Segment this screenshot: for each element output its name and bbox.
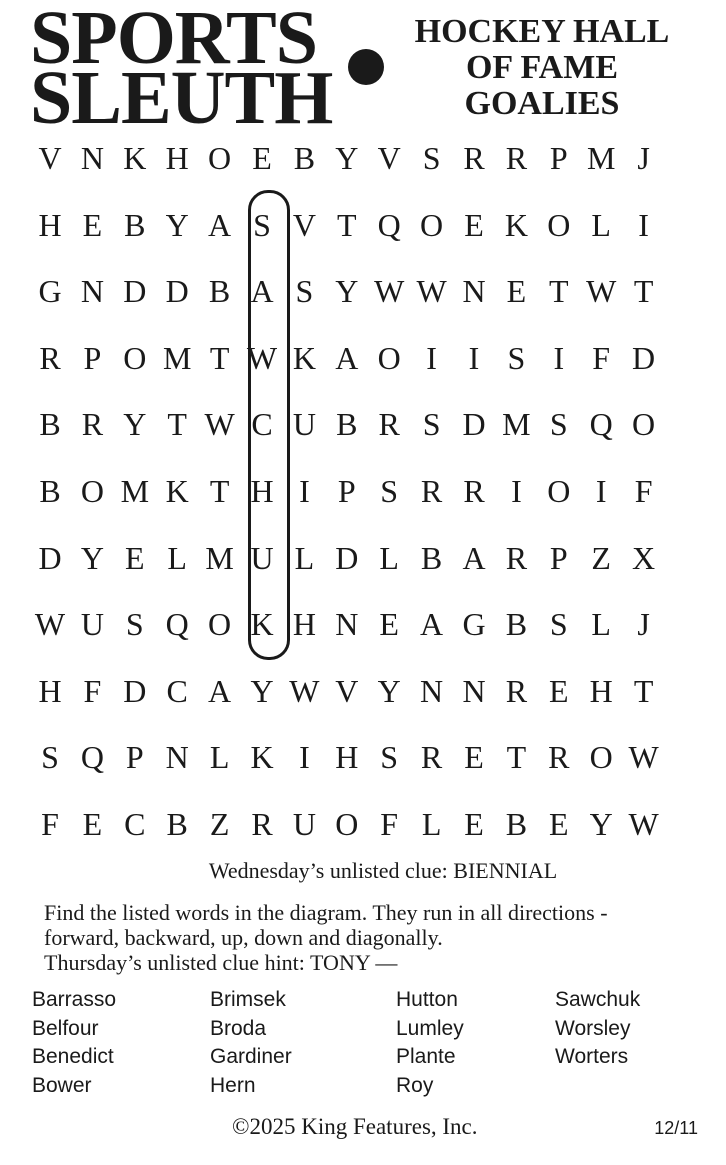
bullet-dot-icon — [348, 49, 384, 85]
grid-letter: I — [299, 739, 310, 776]
grid-letter: N — [80, 140, 104, 176]
grid-letter: A — [208, 672, 232, 709]
grid-letter: T — [337, 206, 357, 243]
grid-letter: Y — [589, 806, 613, 842]
grid-letter: L — [294, 539, 315, 576]
grid-letter: T — [209, 339, 230, 376]
word-list-item: Bower — [32, 1073, 92, 1097]
grid-letter: E — [464, 206, 484, 243]
grid-letter: S — [422, 406, 441, 443]
title-line-2: OF FAME — [465, 49, 619, 86]
grid-letter: V — [335, 672, 359, 709]
grid-letter: F — [634, 473, 653, 509]
grid-letter: U — [292, 806, 316, 842]
grid-letter: T — [506, 739, 527, 776]
grid-letter: Y — [335, 140, 359, 176]
grid-letter: O — [547, 206, 571, 243]
grid-letter: R — [505, 672, 528, 709]
grid-letter: W — [628, 806, 659, 842]
grid-letter: A — [335, 339, 359, 376]
grid-letter: I — [595, 473, 607, 509]
grid-letter: I — [468, 339, 480, 376]
grid-letter: L — [421, 806, 442, 842]
grid-letter: I — [638, 206, 649, 243]
instructions-line-1: Find the listed words in the diagram. They run in all directions - — [44, 900, 608, 925]
word-list-item: Brimsek — [210, 988, 286, 1011]
grid-letter: B — [39, 473, 61, 509]
grid-letter: L — [209, 739, 230, 776]
grid-letter: K — [250, 739, 274, 776]
grid-letter: W — [586, 273, 617, 310]
grid-letter: J — [637, 606, 650, 643]
grid-letter: Z — [591, 539, 611, 576]
grid-letter: S — [422, 140, 441, 176]
grid-letter: L — [591, 606, 611, 643]
grid-letter: W — [246, 339, 278, 376]
grid-letter: G — [462, 606, 486, 643]
grid-letter: E — [549, 806, 569, 842]
grid-letter: D — [123, 672, 147, 709]
grid-letter: B — [166, 806, 188, 842]
grid-letter: Z — [209, 806, 230, 842]
grid-letter: L — [591, 206, 611, 243]
grid-letter: A — [250, 273, 274, 310]
grid-letter: B — [505, 606, 528, 643]
grid-letter: T — [209, 473, 230, 509]
grid-letter: O — [632, 406, 656, 443]
grid-letter: Y — [377, 672, 401, 709]
grid-letter: R — [463, 473, 485, 509]
grid-letter: A — [462, 539, 486, 576]
grid-letter: D — [632, 339, 656, 376]
grid-letter: R — [548, 739, 570, 776]
grid-letter: R — [420, 739, 443, 776]
word-list-column-4 — [555, 986, 640, 1072]
grid-letter: E — [252, 140, 272, 176]
grid-letter: I — [553, 339, 565, 376]
grid-letter: E — [464, 806, 484, 842]
word-list-column-2 — [210, 986, 292, 1100]
word-list-item: Hern — [210, 1073, 256, 1097]
grid-letter: M — [120, 473, 150, 509]
grid-letter: R — [420, 473, 443, 509]
grid-letter: W — [374, 273, 405, 310]
grid-letter: S — [125, 606, 144, 643]
puzzle-title — [396, 14, 688, 122]
grid-letter: Q — [377, 206, 401, 243]
instructions — [44, 900, 694, 975]
word-list-item: Worsley — [555, 1016, 631, 1040]
grid-letter: B — [39, 406, 61, 443]
grid-letter: O — [377, 339, 401, 376]
grid-letter: I — [511, 473, 522, 509]
grid-letter: Y — [80, 539, 104, 576]
grid-letter: D — [462, 406, 486, 443]
grid-letter: P — [549, 539, 568, 576]
logo-line-2: SLEUTH — [30, 56, 333, 140]
grid-letter: Q — [80, 739, 104, 776]
grid-letter: W — [289, 672, 320, 709]
grid-letter: F — [83, 672, 102, 709]
word-list-column-3 — [396, 986, 464, 1100]
grid-letter: B — [208, 273, 231, 310]
grid-letter: B — [505, 806, 528, 842]
grid-letter: M — [586, 140, 616, 176]
grid-letter: Y — [165, 206, 189, 243]
word-list-item: Gardiner — [210, 1045, 292, 1068]
grid-letter: D — [335, 539, 359, 576]
grid-letter: S — [295, 273, 314, 310]
grid-letter: B — [124, 206, 146, 243]
word-list-item: Barrasso — [32, 988, 117, 1011]
grid-letter: F — [592, 339, 611, 376]
grid-letter: H — [38, 672, 62, 709]
grid-letter: D — [123, 273, 147, 310]
grid-letter: D — [38, 539, 62, 576]
grid-letter: Y — [250, 672, 274, 709]
grid-letter: O — [589, 739, 613, 776]
grid-letter: N — [462, 273, 486, 310]
grid-letter: E — [506, 273, 527, 310]
grid-letter: S — [507, 339, 526, 376]
grid-letter: C — [124, 806, 146, 842]
grid-letter: H — [38, 206, 62, 243]
grid-letter: S — [549, 606, 568, 643]
grid-letter: S — [380, 739, 399, 776]
grid-letter: D — [165, 273, 189, 310]
grid-letter: W — [34, 606, 66, 643]
title-line-3: GOALIES — [464, 85, 620, 122]
grid-letter: T — [633, 672, 654, 709]
grid-letter: O — [547, 473, 571, 509]
grid-letter: U — [250, 539, 274, 576]
grid-letter: Y — [123, 406, 147, 443]
grid-letter: L — [379, 539, 399, 576]
grid-letter: R — [463, 140, 485, 176]
grid-letter: F — [41, 806, 59, 842]
grid-letter: T — [633, 273, 654, 310]
grid-letter: H — [165, 140, 189, 176]
grid-letter: P — [125, 739, 144, 776]
grid-letter: A — [208, 206, 232, 243]
logo-line-1: SPORTS — [30, 0, 317, 80]
word-list-item: Worters — [555, 1045, 629, 1068]
grid-letter: N — [80, 273, 104, 310]
grid-letter: M — [162, 339, 192, 376]
grid-letter: E — [549, 672, 569, 709]
grid-letter: K — [250, 606, 274, 643]
grid-letter: V — [292, 206, 316, 243]
grid-letter: X — [632, 539, 656, 576]
word-list-item: Benedict — [32, 1045, 114, 1068]
grid-letter: B — [293, 140, 316, 176]
grid-letter: E — [125, 539, 145, 576]
grid-letter: N — [420, 672, 444, 709]
grid-letter: R — [39, 339, 61, 376]
grid-letter: H — [250, 473, 274, 509]
grid-letter: R — [505, 140, 528, 176]
grid-letter: A — [420, 606, 444, 643]
grid-letter: Q — [589, 406, 613, 443]
grid-letter: E — [379, 606, 399, 643]
word-list-item: Broda — [210, 1016, 267, 1040]
grid-letter: G — [38, 273, 62, 310]
grid-letter: O — [208, 140, 232, 176]
grid-letter: O — [80, 473, 104, 509]
grid-letter: I — [426, 339, 437, 376]
grid-letter: C — [166, 672, 188, 709]
copyright: ©2025 King Features, Inc. — [232, 1114, 478, 1139]
grid-letter: S — [549, 406, 568, 443]
grid-letter: N — [462, 672, 486, 709]
grid-letter: W — [204, 406, 235, 443]
grid-letter: V — [377, 140, 401, 176]
grid-letter: H — [589, 672, 613, 709]
grid-letter: O — [123, 339, 147, 376]
grid-letter: R — [251, 806, 273, 842]
grid-letter: W — [416, 273, 447, 310]
grid-letter: O — [208, 606, 232, 643]
grid-letter: I — [299, 473, 310, 509]
grid-letter: N — [335, 606, 359, 643]
grid-letter: K — [123, 140, 147, 176]
grid-letter: N — [165, 739, 189, 776]
grid-letter: L — [167, 539, 187, 576]
grid-letter: O — [335, 806, 359, 842]
grid-letter: B — [336, 406, 358, 443]
word-list-item: Roy — [396, 1073, 434, 1097]
grid-letter: S — [253, 206, 271, 243]
unlisted-clue: Wednesday’s unlisted clue: BIENNIAL — [208, 858, 558, 883]
grid-letter: U — [80, 606, 104, 643]
grid-letter: J — [637, 140, 650, 176]
grid-letter: C — [251, 406, 273, 443]
grid-letter: M — [205, 539, 234, 576]
grid-letter: T — [167, 406, 187, 443]
grid-letter: V — [38, 140, 62, 176]
grid-letter: B — [420, 539, 443, 576]
grid-letter: P — [549, 140, 568, 176]
grid-letter: R — [505, 539, 528, 576]
grid-letter: Y — [335, 273, 359, 310]
word-list-item: Sawchuk — [555, 988, 641, 1011]
word-list-item: Lumley — [396, 1016, 464, 1040]
grid-letter: K — [504, 206, 528, 243]
grid-letter: P — [83, 339, 102, 376]
grid-letter: H — [292, 606, 316, 643]
grid-letter: W — [628, 739, 659, 776]
grid-letter: K — [292, 339, 316, 376]
puzzle-date: 12/11 — [654, 1118, 698, 1138]
grid-letter: R — [81, 406, 104, 443]
grid-letter: E — [82, 806, 103, 842]
grid-letter: U — [292, 406, 316, 443]
instructions-line-2: forward, backward, up, down and diagonally. — [44, 925, 443, 950]
word-list-item: Hutton — [396, 988, 458, 1011]
grid-letter: E — [82, 206, 103, 243]
grid-letter: S — [41, 739, 59, 776]
sports-sleuth-logo — [30, 0, 333, 140]
grid-letter: E — [464, 739, 484, 776]
instructions-line-3: Thursday’s unlisted clue hint: TONY — — [44, 950, 398, 975]
grid-letter: R — [378, 406, 400, 443]
grid-letter: T — [549, 273, 569, 310]
grid-letter: M — [502, 406, 531, 443]
grid-letter: O — [420, 206, 444, 243]
word-list-item: Plante — [396, 1045, 456, 1068]
grid-letter: P — [337, 473, 356, 509]
grid-letter: S — [380, 473, 399, 509]
grid-letter: Q — [165, 606, 189, 643]
title-line-1: HOCKEY HALL — [414, 13, 670, 50]
grid-letter: K — [165, 473, 189, 509]
grid-letter: F — [380, 806, 399, 842]
word-list-item: Belfour — [32, 1016, 99, 1040]
grid-letter: H — [335, 739, 359, 776]
word-list-column-1 — [32, 986, 116, 1100]
